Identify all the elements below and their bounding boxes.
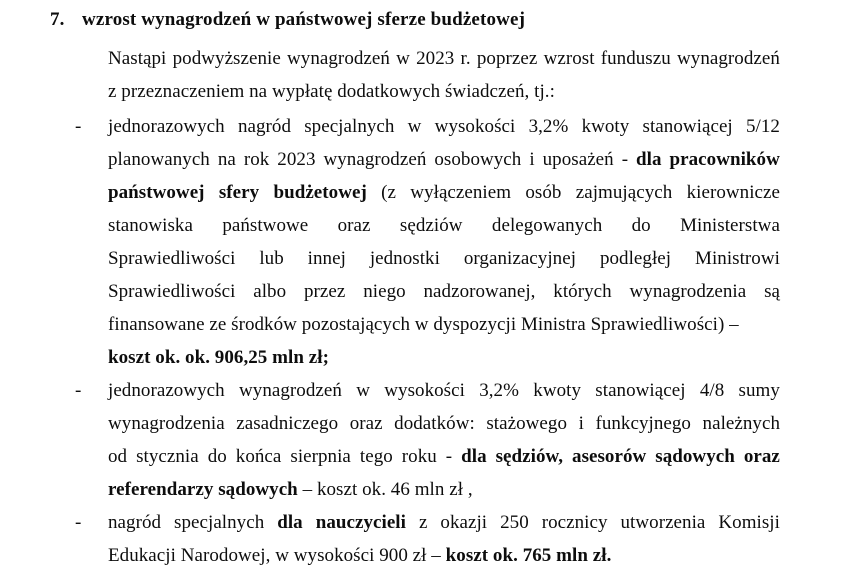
- text-run: podległej: [599, 248, 672, 269]
- list-item-line: [108, 374, 780, 407]
- list-item-line: [108, 242, 780, 275]
- list-item-line: [108, 539, 780, 572]
- text-run: jednostki: [369, 248, 440, 269]
- text-run: (z: [381, 182, 397, 203]
- list-item-line: [108, 407, 780, 440]
- text-run: lub: [259, 248, 284, 269]
- list-item: [75, 110, 780, 374]
- text-run: 2023: [277, 149, 316, 170]
- list-item: [75, 374, 780, 506]
- text-run: -: [445, 446, 453, 467]
- list-item-body: [108, 374, 780, 506]
- text-run: specjalnych: [174, 512, 265, 533]
- text-word: wynagrodzeń: [677, 48, 780, 69]
- text-run: sumy: [738, 380, 780, 401]
- text-run: są: [764, 281, 780, 302]
- text-run: przez: [303, 281, 346, 302]
- text-run: wyłączeniem: [410, 182, 512, 203]
- text-run: niego: [363, 281, 406, 302]
- text-run: i: [578, 413, 584, 434]
- list-bullet-dash: -: [75, 380, 82, 401]
- text-run: tego: [359, 446, 393, 467]
- text-run: dodatków:: [394, 413, 475, 434]
- text-run: stażowego: [486, 413, 568, 434]
- text-run: delegowanych: [491, 215, 603, 236]
- text-run: 250: [500, 512, 529, 533]
- text-run: Ministrowi: [695, 248, 780, 269]
- text-run: funkcyjnego: [595, 413, 691, 434]
- text-run: zasadniczego: [236, 413, 339, 434]
- text-word: Nastąpi: [108, 48, 167, 69]
- text-run: -: [621, 149, 629, 170]
- text-run: w: [356, 380, 370, 401]
- list-item-line: [108, 209, 780, 242]
- text-run: 3,2%: [479, 380, 519, 401]
- text-run: końca: [235, 446, 282, 467]
- emphasised-text: referendarzy sądowych: [108, 479, 298, 500]
- list-item-line: [108, 473, 780, 506]
- text-run: jednorazowych: [108, 116, 225, 137]
- emphasised-text: koszt ok. 765 mln zł.: [445, 545, 612, 566]
- text-run: uposażeń: [542, 149, 614, 170]
- text-run: wynagrodzenia: [108, 413, 225, 434]
- text-run: do: [631, 215, 651, 236]
- list-bullet-dash: -: [75, 116, 82, 137]
- list-item-line: [108, 308, 780, 341]
- text-word: funduszu: [600, 48, 671, 69]
- text-run: osobowych: [434, 149, 522, 170]
- text-run: stanowiącej: [595, 380, 686, 401]
- text-run: w: [407, 116, 422, 137]
- text-run: wynagrodzenia: [629, 281, 747, 302]
- list-item-body: [108, 110, 780, 374]
- text-word: r.: [460, 48, 471, 69]
- text-run: organizacyjnej: [463, 248, 577, 269]
- emphasised-text: pracowników: [669, 149, 780, 170]
- text-run: – koszt ok. 46 mln zł ,: [297, 479, 473, 500]
- text-word: wynagrodzeń: [287, 48, 390, 69]
- text-word: 2023: [416, 48, 455, 69]
- text-run: stanowiącej: [642, 116, 733, 137]
- section-number: 7.: [50, 9, 65, 30]
- emphasised-text: sfery: [218, 182, 260, 203]
- text-run: albo: [253, 281, 287, 302]
- emphasised-text: asesorów: [572, 446, 647, 467]
- list-item-body: [108, 506, 780, 572]
- text-run: nagród: [237, 116, 291, 137]
- list-item-line: [108, 275, 780, 308]
- list-item-line: [108, 341, 780, 374]
- text-run: oraz: [349, 413, 383, 434]
- text-run: 4/8: [699, 380, 725, 401]
- text-run: kwoty: [533, 380, 582, 401]
- text-run: i: [529, 149, 535, 170]
- text-run: nadzorowanej,: [423, 281, 536, 302]
- text-run: Ministerstwa: [680, 215, 780, 236]
- text-run: nagród: [108, 512, 162, 533]
- text-run: zajmujących: [575, 182, 673, 203]
- emphasised-text: dla: [461, 446, 487, 467]
- text-run: kierownicze: [686, 182, 780, 203]
- list-item-line: [108, 440, 780, 473]
- page-title: wzrost wynagrodzeń w państwowej sferze budżetowej: [82, 9, 526, 30]
- text-run: Komisji: [718, 512, 780, 533]
- paragraph-line: [108, 42, 780, 75]
- emphasised-text: sędziów,: [495, 446, 564, 467]
- text-run: rocznicy: [541, 512, 608, 533]
- text-run: 3,2%: [528, 116, 569, 137]
- text-run: sierpnia: [290, 446, 351, 467]
- text-run: należnych: [702, 413, 780, 434]
- emphasised-text: dla: [277, 512, 303, 533]
- list-item: [75, 506, 780, 572]
- paragraph-line: z przeznaczeniem na wypłatę dodatkowych świadczeń, tj.:: [108, 81, 555, 102]
- text-run: wynagrodzeń: [323, 149, 427, 170]
- text-word: wzrost: [543, 48, 595, 69]
- emphasised-text: oraz: [743, 446, 780, 467]
- list-item-line: [108, 176, 780, 209]
- emphasised-text: koszt ok. ok. 906,25 mln zł;: [108, 347, 329, 368]
- text-run: na: [217, 149, 236, 170]
- text-run: od: [108, 446, 128, 467]
- text-run: z: [418, 512, 428, 533]
- text-run: państwowe: [222, 215, 309, 236]
- text-run: utworzenia: [620, 512, 706, 533]
- list-bullet-dash: -: [75, 512, 82, 533]
- text-run: których: [553, 281, 612, 302]
- list-item-line: [108, 143, 780, 176]
- text-run: oraz: [337, 215, 371, 236]
- text-run: do: [207, 446, 227, 467]
- text-run: stycznia: [136, 446, 199, 467]
- text-run: okazji: [440, 512, 488, 533]
- list-item-line: [108, 110, 780, 143]
- text-run: 5/12: [745, 116, 780, 137]
- text-word: poprzez: [476, 48, 538, 69]
- text-run: jednorazowych: [108, 380, 225, 401]
- text-run: innej: [307, 248, 346, 269]
- emphasised-text: nauczycieli: [315, 512, 406, 533]
- text-run: wysokości: [384, 380, 465, 401]
- text-run: rok: [243, 149, 270, 170]
- text-word: podwyższenie: [172, 48, 281, 69]
- emphasised-text: budżetowej: [273, 182, 367, 203]
- text-run: Edukacji Narodowej, w wysokości 900 zł –: [108, 545, 446, 566]
- text-run: wynagrodzeń: [239, 380, 342, 401]
- text-run: specjalnych: [304, 116, 395, 137]
- intro-paragraph: [108, 42, 780, 108]
- text-run: Sprawiedliwości: [108, 281, 236, 302]
- text-run: planowanych: [108, 149, 210, 170]
- text-run: wysokości: [434, 116, 516, 137]
- text-run: finansowane ze środków pozostających w dyspozycji Ministra Sprawiedliwości) –: [108, 314, 739, 335]
- text-run: kwoty: [581, 116, 630, 137]
- emphasised-text: dla: [636, 149, 662, 170]
- text-run: roku: [401, 446, 437, 467]
- text-run: osób: [525, 182, 562, 203]
- text-run: stanowiska: [108, 215, 193, 236]
- section-heading: [50, 5, 785, 35]
- text-run: sędziów: [399, 215, 463, 236]
- text-word: w: [396, 48, 410, 69]
- emphasised-text: sądowych: [655, 446, 735, 467]
- emphasised-text: państwowej: [108, 182, 205, 203]
- list-item-line: [108, 506, 780, 539]
- text-run: Sprawiedliwości: [108, 248, 236, 269]
